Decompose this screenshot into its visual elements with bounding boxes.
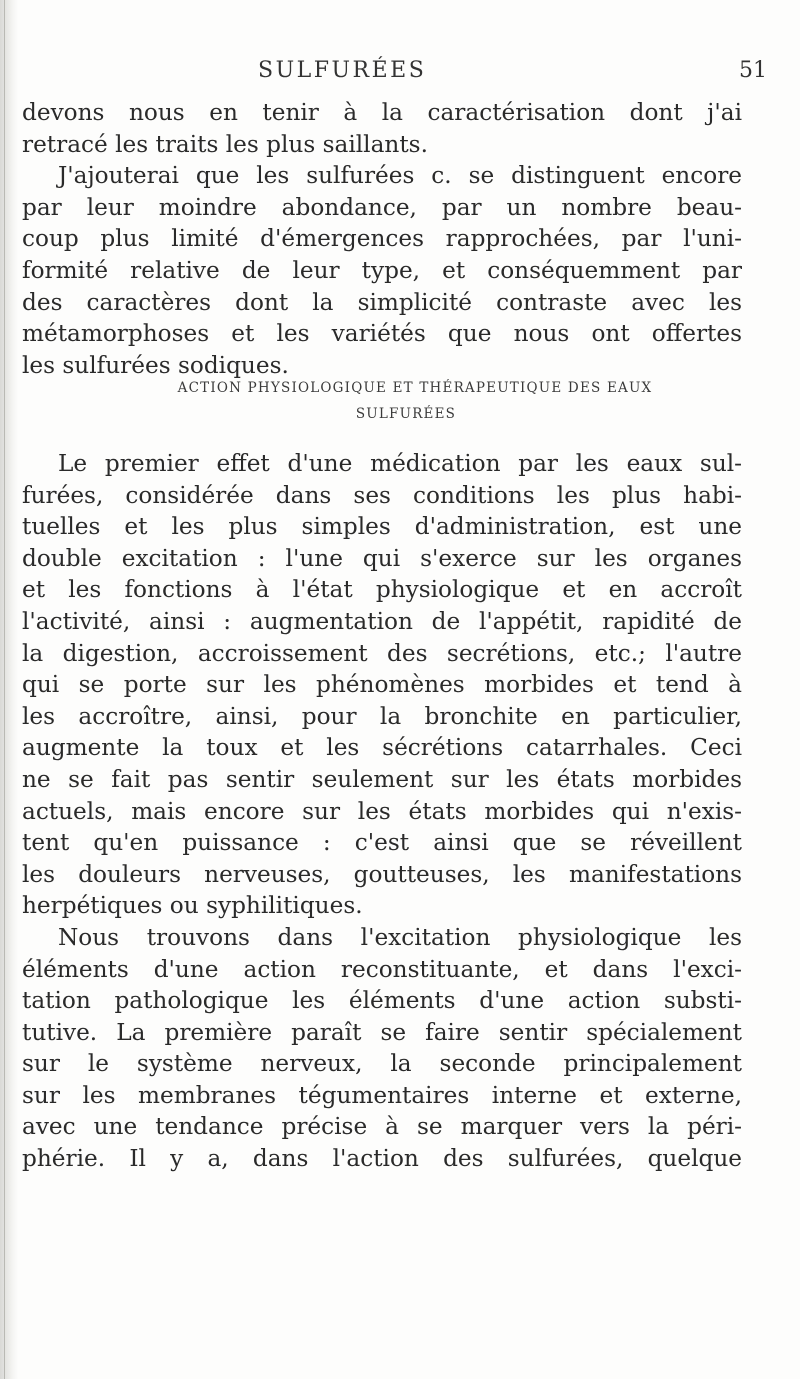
paragraph-4-line: sur les membranes tégumentaires interne et externe, (22, 1081, 742, 1109)
paragraph-1-line: retracé les traits les plus saillants. (22, 130, 428, 158)
paragraph-3-line: augmente la toux et les sécrétions catarrhales. Ceci (22, 734, 742, 762)
paragraph-1-line: devons nous en tenir à la caractérisation dont j'ai (22, 99, 742, 126)
paragraph-2-line: métamorphoses et les variétés que nous ont offertes (22, 320, 742, 348)
paragraph-3-line: la digestion, accroissement des secrétions, etc.; l'autre (22, 639, 742, 667)
text-block-lower (0, 448, 800, 1175)
paragraph-3-line: les accroître, ainsi, pour la bronchite en particulier, (22, 702, 742, 730)
paragraph-3-line: l'activité, ainsi : augmentation de l'appétit, rapidité de (22, 607, 742, 635)
paragraph-2-line: formité relative de leur type, et conséquemment par (22, 256, 742, 284)
text-block-upper (0, 97, 800, 381)
paragraph-4-line: tutive. La première paraît se faire sentir spécialement (22, 1018, 742, 1046)
paragraph-2-line: coup plus limité d'émergences rapprochées, par l'uni- (22, 225, 742, 253)
paragraph-3-line: herpétiques ou syphilitiques. (22, 892, 363, 920)
paragraph-3-line: qui se porte sur les phénomènes morbides et tend à (22, 671, 742, 699)
paragraph-3-line: et les fonctions à l'état physiologique et en accroît (22, 576, 742, 604)
paragraph-2-line: J'ajouterai que les sulfurées c. se distinguent encore (58, 162, 742, 190)
paragraph-4-line: phérie. Il y a, dans l'action des sulfurées, quelque (22, 1145, 742, 1173)
paragraph-3-line: actuels, mais encore sur les états morbides qui n'exis- (22, 797, 742, 825)
running-title: SULFURÉES (258, 58, 427, 83)
paragraph-3-line: tent qu'en puissance : c'est ainsi que se réveillent (22, 829, 742, 857)
paragraph-3-line: les douleurs nerveuses, goutteuses, les manifestations (22, 860, 742, 888)
paragraph-3-line: Le premier effet d'une médication par les eaux sul- (58, 450, 742, 477)
page-header (0, 58, 800, 90)
paragraph-4-line: éléments d'une action reconstituante, et dans l'exci- (22, 955, 742, 983)
paragraph-2-line: par leur moindre abondance, par un nombre beau- (22, 193, 742, 221)
section-heading-line-1: ACTION PHYSIOLOGIQUE ET THÉRAPEUTIQUE DES EAUX (177, 380, 653, 396)
paragraph-4-line: Nous trouvons dans l'excitation physiologique les (58, 923, 742, 951)
paragraph-4-line: tation pathologique les éléments d'une action substi- (22, 987, 742, 1015)
paragraph-2-line: des caractères dont la simplicité contraste avec les (22, 288, 742, 316)
paragraph-4-line: sur le système nerveux, la seconde principalement (22, 1050, 742, 1078)
page-number: 51 (739, 58, 767, 83)
paragraph-3-line: double excitation : l'une qui s'exerce sur les organes (22, 544, 742, 572)
paragraph-3-line: furées, considérée dans ses conditions les plus habi- (22, 481, 742, 509)
paragraph-2-line: les sulfurées sodiques. (22, 351, 289, 379)
section-heading (0, 375, 800, 427)
paragraph-4-line: avec une tendance précise à se marquer vers la péri- (22, 1113, 742, 1141)
section-heading-line-2: SULFURÉES (355, 406, 457, 422)
paragraph-3-line: ne se fait pas sentir seulement sur les états morbides (22, 765, 742, 793)
paragraph-3-line: tuelles et les plus simples d'administration, est une (22, 513, 742, 541)
